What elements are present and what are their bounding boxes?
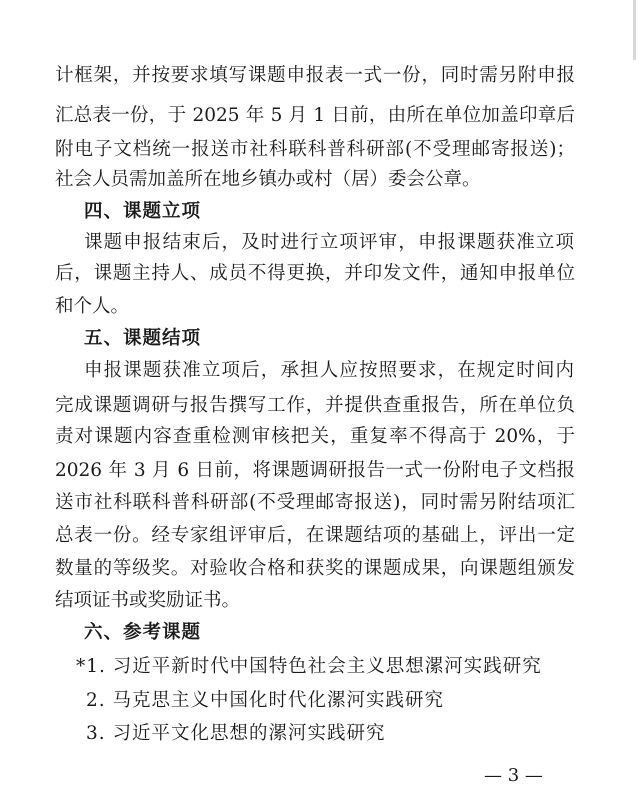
paragraph-line: 完成课题调研与报告撰写工作，并提供查重报告，所在单位负 <box>55 395 575 416</box>
paragraph-line: 课题申报结束后，及时进行立项评审，申报课题获准立项 <box>84 232 574 253</box>
paragraph-line: 数量的等级奖。对验收合格和获奖的课题成果，向课题组颁发 <box>55 558 575 579</box>
paragraph-line: 结项证书或奖励证书。 <box>55 590 241 611</box>
paragraph-line: 附电子文档统一报送市社科联科普科研部(不受理邮寄报送)； <box>55 139 575 160</box>
paragraph-line: 后，课题主持人、成员不得更换，并印发文件，通知申报单位 <box>55 263 575 284</box>
section-heading-completion: 五、课题结项 <box>84 328 202 349</box>
paragraph-line: 2026 年 3 月 6 日前，将课题调研报告一式一份附电子文档报 <box>55 460 575 481</box>
paragraph-line: 责对课题内容查重检测审核把关，重复率不得高于 20%，于 <box>55 426 575 447</box>
page-number: — 3 — <box>484 765 543 786</box>
reference-topic-item: *1. 习近平新时代中国特色社会主义思想漯河实践研究 <box>76 656 542 677</box>
paragraph-line: 总表一份。经专家组评审后，在课题结项的基础上，评出一定 <box>55 525 575 546</box>
page-edge-shadow <box>633 0 636 60</box>
paragraph-line: 汇总表一份，于 2025 年 5 月 1 日前，由所在单位加盖印章后 <box>55 105 575 126</box>
paragraph-line: 计框架，并按要求填写课题申报表一式一份，同时需另附申报 <box>55 65 575 86</box>
paragraph-line: 和个人。 <box>55 296 130 317</box>
section-heading-reference-topics: 六、参考课题 <box>84 622 202 643</box>
paragraph-line: 社会人员需加盖所在地乡镇办或村（居）委会公章。 <box>55 169 481 190</box>
reference-topic-item: 3. 习近平文化思想的漯河实践研究 <box>86 723 386 744</box>
paragraph-line: 送市社科联科普科研部(不受理邮寄报送)，同时需另附结项汇 <box>55 492 575 513</box>
section-heading-approval: 四、课题立项 <box>84 201 202 222</box>
reference-topic-item: 2. 马克思主义中国化时代化漯河实践研究 <box>86 690 445 711</box>
paragraph-line: 申报课题获准立项后，承担人应按照要求，在规定时间内 <box>84 360 574 381</box>
